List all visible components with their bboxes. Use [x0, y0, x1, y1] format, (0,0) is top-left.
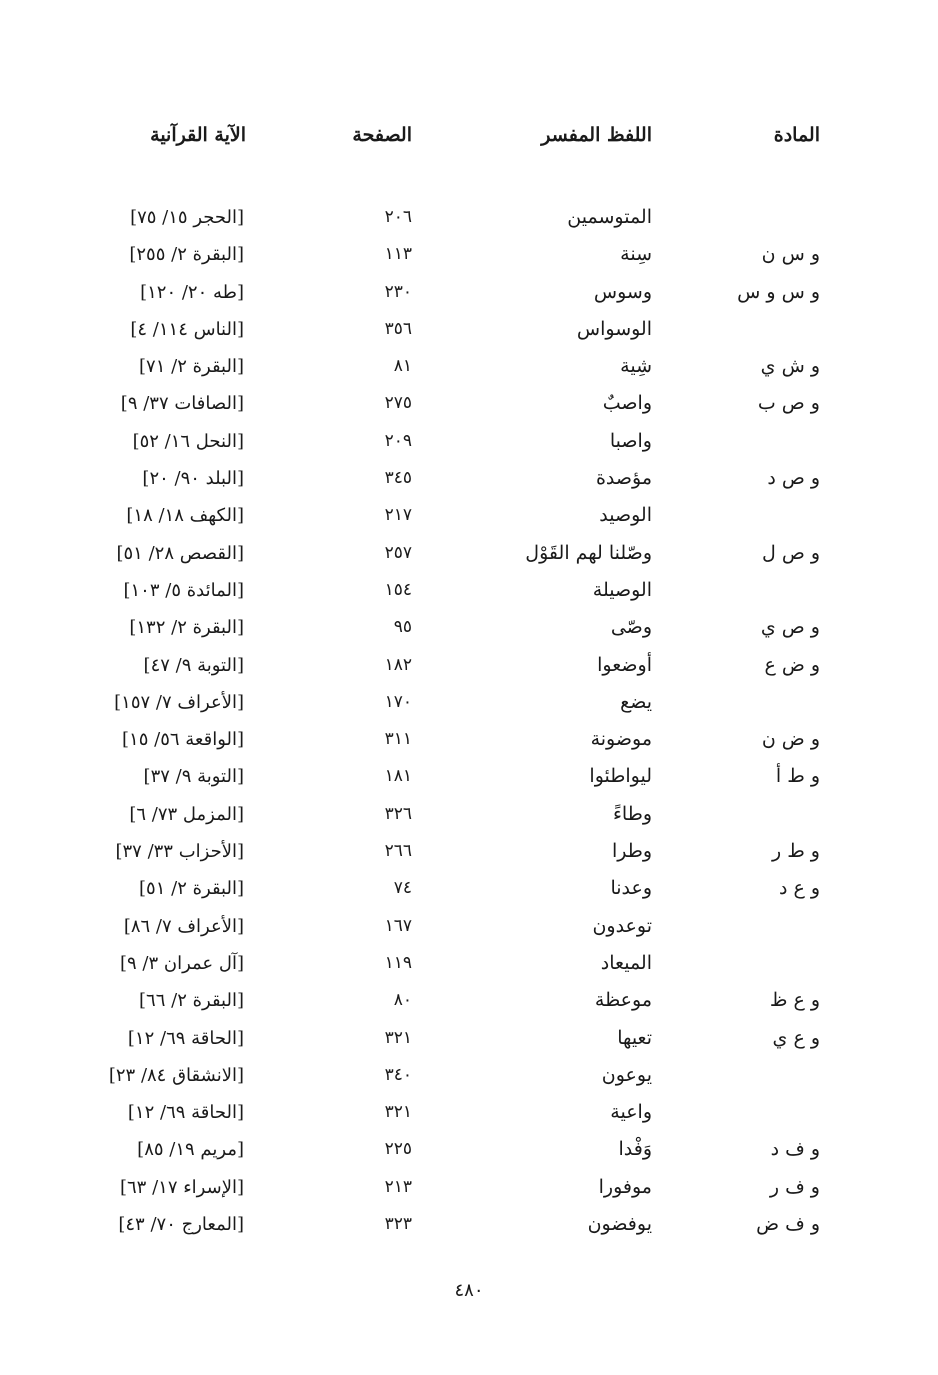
table-row [0, 721, 938, 758]
header-madda: المادة [773, 124, 820, 146]
root-cell: و ص ي [760, 616, 820, 639]
verse-ref-cell: [التوبة ٩/ ٤٧] [143, 654, 244, 676]
verse-ref-cell: [المائدة ٥/ ١٠٣] [123, 579, 244, 601]
page-cell: ٢٠٩ [384, 430, 412, 451]
word-cell: وصّلنا لهم القَوْل [525, 541, 652, 564]
page-cell: ٣١١ [384, 729, 412, 750]
verse-ref-cell: [الحاقة ٦٩/ ١٢] [127, 1027, 244, 1049]
table-row [0, 1094, 938, 1131]
verse-ref-cell: [آل عمران ٣/ ٩] [119, 952, 244, 974]
page-cell: ٣٢١ [384, 1027, 412, 1048]
page-cell: ٣٤٠ [384, 1064, 412, 1085]
verse-ref-cell: [البلد ٩٠/ ٢٠] [142, 468, 244, 490]
verse-ref-cell: [البقرة ٢/ ٢٥٥] [129, 244, 244, 266]
table-row [0, 684, 938, 721]
page-cell: ٩٥ [393, 617, 412, 638]
table-row [0, 647, 938, 684]
root-cell: و ص ل [761, 541, 820, 564]
table-row [0, 348, 938, 385]
word-cell: يضع [620, 690, 652, 713]
page-cell: ٢٧٥ [384, 393, 412, 414]
table-row [0, 1169, 938, 1206]
table-row [0, 609, 938, 646]
page-cell: ١٨١ [384, 766, 412, 787]
verse-ref-cell: [التوبة ٩/ ٣٧] [143, 766, 244, 788]
verse-ref-cell: [المعارج ٧٠/ ٤٣] [118, 1214, 244, 1236]
page-number: ٤٨٠ [454, 1280, 484, 1301]
verse-ref-cell: [النحل ١٦/ ٥٢] [132, 430, 244, 452]
word-cell: واصبا [609, 429, 652, 452]
page-cell: ٣٢٦ [384, 803, 412, 824]
verse-ref-cell: [الناس ١١٤/ ٤] [130, 318, 244, 340]
word-cell: وسوس [593, 280, 652, 303]
page-cell: ٨٠ [393, 990, 412, 1011]
word-cell: أوضعوا [597, 653, 652, 676]
header-page: الصفحة [352, 124, 412, 146]
root-cell: و ش ي [760, 355, 820, 378]
page-cell: ٣٤٥ [384, 468, 412, 489]
word-cell: الوصيد [599, 504, 652, 527]
verse-ref-cell: [مريم ١٩/ ٨٥] [137, 1139, 244, 1161]
word-cell: الميعاد [600, 951, 652, 974]
word-cell: واصبٌ [602, 392, 652, 415]
word-cell: موفورا [598, 1175, 652, 1198]
root-cell: و ع ظ [769, 989, 820, 1012]
verse-ref-cell: [الأعراف ٧/ ٨٦] [123, 915, 244, 937]
word-cell: شِية [620, 355, 652, 378]
root-cell: و س و س [737, 280, 820, 303]
table-row [0, 385, 938, 422]
table-row [0, 311, 938, 348]
table-row [0, 1057, 938, 1094]
verse-ref-cell: [طه ٢٠/ ١٢٠] [140, 281, 244, 303]
table-row [0, 535, 938, 572]
header-aya: الآية القرآنية [150, 124, 246, 146]
page-cell: ٢٠٦ [384, 207, 412, 227]
word-cell: وعدنا [610, 877, 652, 900]
word-cell: وطرا [611, 840, 652, 863]
table-row [0, 1020, 938, 1057]
table-row [0, 908, 938, 945]
table-row [0, 460, 938, 497]
page-cell: ٢٣٠ [384, 281, 412, 302]
page-cell: ٢٥٧ [384, 542, 412, 563]
root-cell: و ط أ [775, 765, 820, 788]
verse-ref-cell: [البقرة ٢/ ١٣٢] [129, 617, 244, 639]
verse-ref-cell: [الانشقاق ٨٤/ ٢٣] [108, 1064, 244, 1086]
page-cell: ١٧٠ [384, 691, 412, 712]
word-cell: موعظة [594, 989, 652, 1012]
table-row [0, 274, 938, 311]
table-row [0, 1206, 938, 1243]
verse-ref-cell: [الكهف ١٨/ ١٨] [126, 505, 244, 527]
word-cell: ليواطئوا [589, 765, 652, 788]
verse-ref-cell: [القصص ٢٨/ ٥١] [116, 542, 244, 564]
verse-ref-cell: [البقرة ٢/ ٥١] [139, 878, 244, 900]
table-row [0, 199, 938, 236]
page-cell: ٢٦٦ [384, 841, 412, 862]
root-cell: و ض ن [761, 728, 820, 751]
table-row [0, 1131, 938, 1168]
table-row [0, 236, 938, 273]
table-row [0, 758, 938, 795]
root-cell: و ط ر [771, 840, 820, 863]
word-cell: يوعون [601, 1063, 652, 1086]
page-cell: ٨١ [393, 356, 412, 377]
verse-ref-cell: [الحاقة ٦٩/ ١٢] [127, 1102, 244, 1124]
word-cell: تعيها [617, 1026, 652, 1049]
root-cell: و ص ب [757, 392, 820, 415]
verse-ref-cell: [الأحزاب ٣٣/ ٣٧] [115, 841, 244, 863]
root-cell: و ع ي [772, 1026, 820, 1049]
verse-ref-cell: [الإسراء ١٧/ ٦٣] [119, 1176, 244, 1198]
verse-ref-cell: [الأعراف ٧/ ١٥٧] [114, 691, 244, 713]
word-cell: وصّى [610, 616, 652, 639]
word-cell: الوسواس [576, 317, 652, 340]
table-row [0, 870, 938, 907]
root-cell: و ف ض [756, 1213, 820, 1236]
table-row [0, 945, 938, 982]
table-row [0, 982, 938, 1019]
page-cell: ٣٥٦ [384, 318, 412, 339]
page-cell: ١٥٤ [384, 579, 412, 600]
page-cell: ٢١٣ [384, 1176, 412, 1197]
table-body [0, 199, 938, 1243]
page-cell: ٧٤ [393, 878, 412, 899]
page-cell: ٢٢٥ [384, 1139, 412, 1160]
page-cell: ١٦٧ [384, 915, 412, 936]
table-row [0, 796, 938, 833]
word-cell: وطاءً [612, 802, 652, 825]
word-cell: المتوسمين [567, 206, 652, 228]
table-row [0, 572, 938, 609]
table-row [0, 423, 938, 460]
root-cell: و ف د [770, 1138, 820, 1161]
word-cell: وَفْدا [618, 1138, 652, 1161]
verse-ref-cell: [البقرة ٢/ ٧١] [139, 356, 244, 378]
page-cell: ١١٣ [384, 244, 412, 265]
table-header [0, 124, 938, 160]
verse-ref-cell: [الواقعة ٥٦/ ١٥] [122, 729, 244, 751]
page-cell: ١٨٢ [384, 654, 412, 675]
word-cell: موضونة [590, 728, 652, 751]
word-cell: سِنة [620, 243, 652, 266]
word-cell: مؤصدة [595, 467, 652, 490]
table-row [0, 497, 938, 534]
root-cell: و ض ع [764, 653, 820, 676]
word-cell: يوفضون [587, 1213, 652, 1236]
page-cell: ١١٩ [384, 952, 412, 973]
root-cell: و س ن [761, 243, 820, 266]
root-cell: و ع د [778, 877, 820, 900]
root-cell: و ف ر [769, 1175, 820, 1198]
page-cell: ٣٢٣ [384, 1214, 412, 1235]
verse-ref-cell: [الحجر ١٥/ ٧٥] [130, 207, 244, 228]
word-cell: واعية [610, 1101, 652, 1124]
page-cell: ٢١٧ [384, 505, 412, 526]
root-cell: و ص د [767, 467, 820, 490]
verse-ref-cell: [البقرة ٢/ ٦٦] [139, 990, 244, 1012]
word-cell: الوصيلة [592, 578, 652, 601]
word-cell: توعدون [592, 914, 652, 937]
verse-ref-cell: [المزمل ٧٣/ ٦] [129, 803, 244, 825]
page-cell: ٣٢١ [384, 1102, 412, 1123]
table-row [0, 833, 938, 870]
header-lafz: اللفظ المفسر [541, 124, 652, 146]
verse-ref-cell: [الصافات ٣٧/ ٩] [120, 393, 244, 415]
